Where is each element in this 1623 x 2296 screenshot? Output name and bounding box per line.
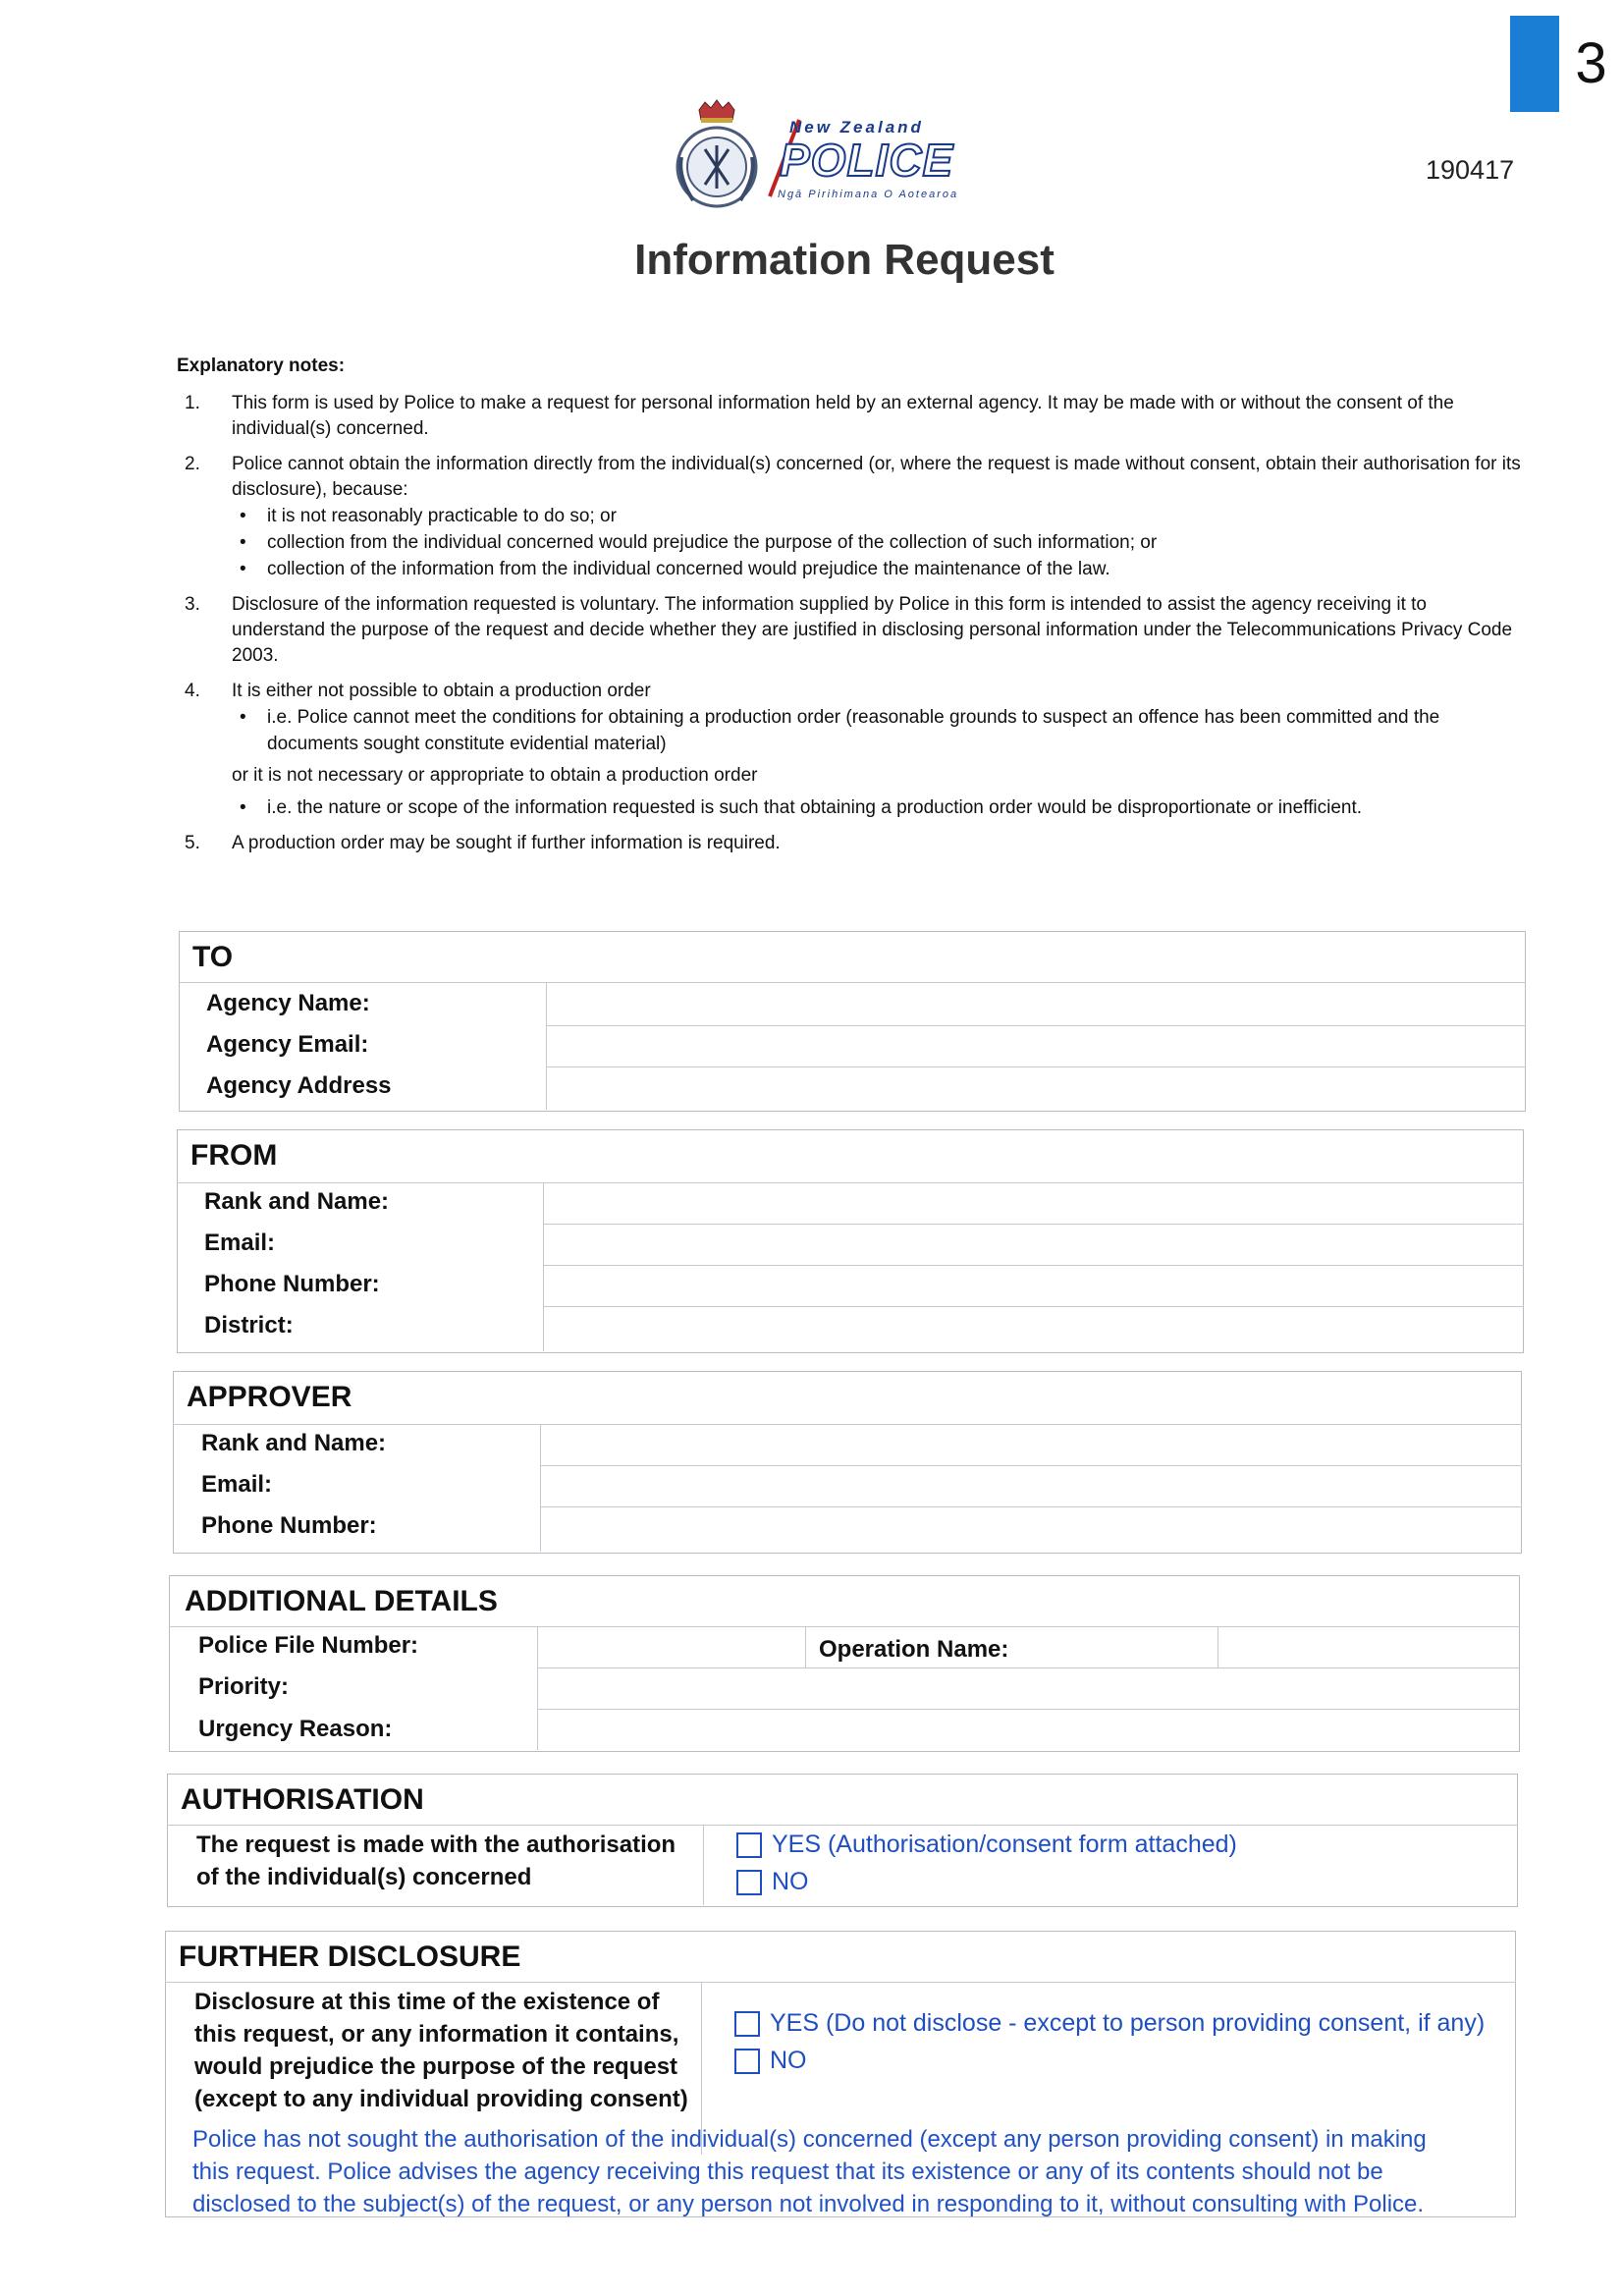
note-number: 2. [185,454,200,474]
approver-rank-name-field[interactable] [540,1465,1522,1466]
note-text: A production order may be sought if further information is required. [232,833,781,853]
option-label: YES (Do not disclose - except to person providing consent, if any) [770,2009,1486,2037]
district-label: District: [204,1312,294,1339]
further-disclosure-question [194,1986,688,2115]
checkbox[interactable] [734,2011,760,2037]
page-number-tab [1510,16,1623,112]
option-label: NO [772,1868,809,1895]
question-line: this request, or any information it contains, [194,2021,679,2048]
priority-label: Priority: [198,1673,290,1700]
checkbox[interactable] [734,2049,760,2074]
question-line: would prejudice the purpose of the request [194,2053,678,2080]
authorisation-no-option[interactable] [736,1868,809,1896]
further-disclosure-yes-option[interactable] [734,2009,1485,2038]
approver-email-label: Email: [201,1471,273,1498]
logo-line3: Ngā Pirihimana O Aotearoa [778,189,959,200]
divider [543,1182,544,1351]
divider [546,982,547,1110]
divider [1217,1626,1218,1667]
divider [805,1626,806,1667]
note-line: Police has not sought the authorisation of the individual(s) concerned (except any person providing consent) in making [192,2126,1427,2153]
divider [537,1626,538,1750]
operation-name-label: Operation Name: [819,1636,1009,1663]
note-number: 3. [185,594,200,615]
note-bullet: • collection from the individual concerned would prejudice the purpose of the collection of such information; or [267,529,1522,556]
note-1 [177,391,1522,442]
authorisation-question [196,1829,676,1893]
divider [173,1424,1522,1425]
section-box [177,1129,1524,1353]
note-text: This form is used by Police to make a request for personal information held by an external agency. It may be made with or without the consent of the individual(s) concerned. [232,393,1454,439]
agency-name-field[interactable] [546,1025,1526,1026]
section-title: ADDITIONAL DETAILS [185,1585,498,1617]
police-file-number-label: Police File Number: [198,1632,419,1659]
section-title: FURTHER DISCLOSURE [179,1941,521,1973]
page-number: 3 [1559,16,1623,112]
page-title: Information Request [634,236,1055,284]
note-line: this request. Police advises the agency receiving this request that its existence or any of its contents should not be [192,2159,1383,2185]
option-label: NO [770,2047,807,2074]
urgency-reason-label: Urgency Reason: [198,1716,393,1742]
phone-label: Phone Number: [204,1271,380,1297]
section-title: TO [192,941,234,973]
police-logo [660,98,994,214]
note-number: 1. [185,393,200,413]
further-disclosure-note [192,2123,1427,2220]
approver-phone-label: Phone Number: [201,1512,377,1539]
option-label: YES (Authorisation/consent form attached) [772,1831,1237,1858]
rank-name-field[interactable] [543,1224,1524,1225]
note-4 [177,679,1522,821]
explanatory-notes [177,355,1522,866]
divider [167,1825,1518,1826]
question-line: Disclosure at this time of the existence of [194,1989,660,2015]
question-line: of the individual(s) concerned [196,1864,532,1890]
note-3 [177,592,1522,669]
divider [177,1182,1524,1183]
approver-rank-name-label: Rank and Name: [201,1430,387,1456]
notes-heading: Explanatory notes: [177,355,346,376]
section-title: AUTHORISATION [181,1783,424,1816]
rank-name-label: Rank and Name: [204,1188,390,1215]
agency-email-label: Agency Email: [206,1031,369,1058]
note-number: 4. [185,681,200,701]
note-line: disclosed to the subject(s) of the request, or any person not involved in responding to it, without consulting with Police. [192,2191,1425,2217]
checkbox[interactable] [736,1832,762,1858]
note-bullet: • it is not reasonably practicable to do so; or [267,503,1522,529]
checkbox[interactable] [736,1870,762,1895]
divider [540,1424,541,1552]
question-line: (except to any individual providing consent) [194,2086,688,2112]
note-5 [177,831,1522,856]
reference-number: 190417 [1426,155,1515,185]
note-bullet: • i.e. Police cannot meet the conditions for obtaining a production order (reasonable grounds to suspect an offence has been committed and the documents sought constitute evidential material) [267,704,1522,757]
note-text: Disclosure of the information requested is voluntary. The information supplied by Police in this form is intended to assist the agency receiving it to understand the purpose of the request and decide whether they are justified in disclosing personal information under the Telecommunications Privacy Code 2003. [232,594,1513,666]
note-bullet: • i.e. the nature or scope of the information requested is such that obtaining a production order would be disproportionate or inefficient. [267,794,1522,821]
logo-line1: New Zealand [789,118,924,137]
agency-address-label: Agency Address [206,1072,392,1099]
section-title: APPROVER [187,1381,352,1413]
divider [169,1626,1520,1627]
divider [703,1825,704,1905]
priority-field[interactable] [537,1709,1520,1710]
note-2 [177,452,1522,582]
note-text: Police cannot obtain the information directly from the individual(s) concerned (or, where the request is made without consent, obtain their authorisation for its disclosure), because: [232,454,1521,500]
further-disclosure-no-option[interactable] [734,2047,807,2075]
note-bullet: • collection of the information from the individual concerned would prejudice the maintenance of the law. [267,556,1522,582]
agency-email-field[interactable] [546,1066,1526,1067]
note-text: It is either not possible to obtain a production order [232,681,651,701]
agency-name-label: Agency Name: [206,990,370,1016]
section-title: FROM [190,1139,278,1172]
approver-email-field[interactable] [540,1506,1522,1507]
question-line: The request is made with the authorisation [196,1831,676,1858]
logo-line2: POLICE [780,135,954,186]
email-label: Email: [204,1230,276,1256]
divider [165,1982,1516,1983]
police-file-number-field[interactable] [537,1667,1520,1668]
divider [179,982,1526,983]
email-field[interactable] [543,1265,1524,1266]
note-number: 5. [185,833,200,853]
authorisation-yes-option[interactable] [736,1831,1237,1859]
note-or-text: or it is not necessary or appropriate to obtain a production order [232,765,758,786]
phone-field[interactable] [543,1306,1524,1307]
